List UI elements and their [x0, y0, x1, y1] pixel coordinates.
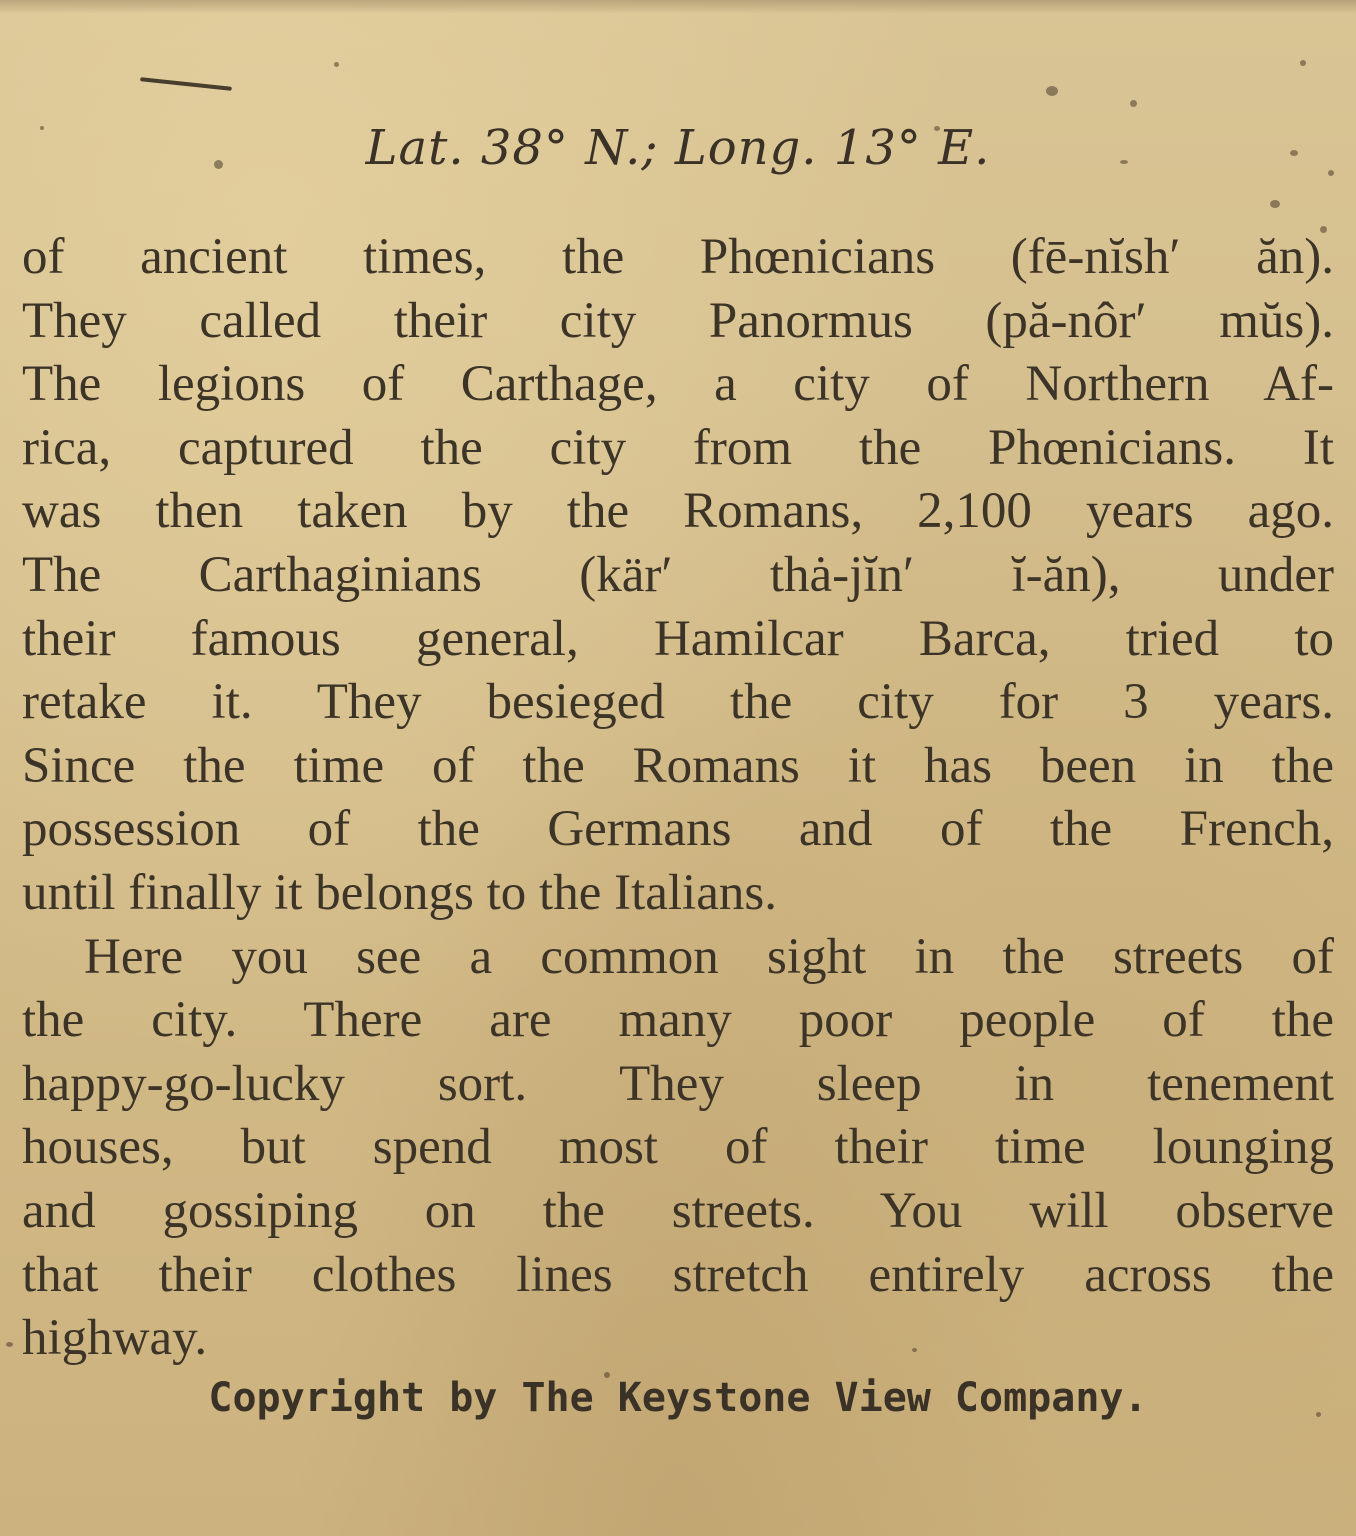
text-line: The Carthaginians (kär′ thȧ-jĭn′ ĭ-ăn), under: [22, 546, 1334, 603]
ink-dash-mark: [140, 77, 232, 91]
text-line: The legions of Carthage, a city of Northern Af-: [22, 356, 1334, 413]
text-line: that their clothes lines stretch entirely across the: [22, 1246, 1334, 1303]
text-line: Since the time of the Romans it has been in the: [22, 737, 1334, 794]
coordinates-heading: Lat. 38° N.; Long. 13° E.: [365, 120, 991, 176]
text-line: and gossiping on the streets. You will observe: [22, 1182, 1334, 1239]
text-line: highway.: [22, 1310, 208, 1367]
text-line: They called their city Panormus (pă-nôr′ mŭs).: [22, 292, 1334, 349]
text-line: the city. There are many poor people of the: [22, 992, 1334, 1049]
paragraph-history: [22, 226, 1334, 926]
paper-speck: [1130, 100, 1137, 107]
text-line: happy-go-lucky sort. They sleep in tenement: [22, 1055, 1334, 1112]
text-line: of ancient times, the Phœnicians (fē-nĭsh′ ăn).: [22, 229, 1334, 285]
paragraph-street-scene: [22, 926, 1334, 1371]
text-line: possession of the Germans and of the French,: [22, 801, 1334, 858]
paper-speck: [1300, 60, 1306, 66]
text-line: their famous general, Hamilcar Barca, tried to: [22, 610, 1334, 667]
copyright-notice: Copyright by The Keystone View Company.: [208, 1375, 1148, 1421]
paper-speck: [6, 1342, 13, 1347]
text-line: retake it. They besieged the city for 3 years.: [22, 674, 1334, 731]
text-line: rica, captured the city from the Phœnicians. It: [22, 419, 1334, 476]
text-line: houses, but spend most of their time lounging: [22, 1119, 1334, 1176]
paper-speck: [1270, 200, 1280, 208]
text-line: Here you see a common sight in the streets of: [84, 928, 1334, 985]
paper-speck: [334, 62, 339, 67]
card-top-edge: [0, 0, 1356, 14]
text-line: was then taken by the Romans, 2,100 years ago.: [22, 483, 1334, 540]
paper-speck: [1046, 86, 1058, 96]
description-text: [22, 226, 1334, 1371]
text-line: until finally it belongs to the Italians.: [22, 864, 777, 921]
